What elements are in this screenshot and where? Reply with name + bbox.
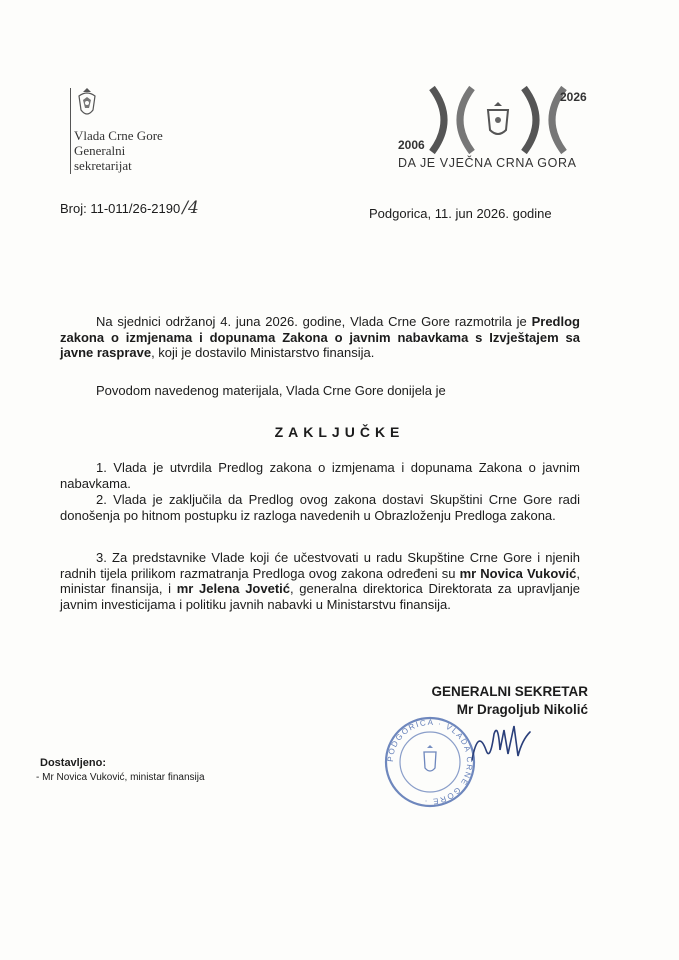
conclusion-2: 2. Vlada je zaključila da Predlog ovog zakona dostavi Skupštini Crne Gore radi donošenja po hitnom postupku iz razloga navedenih u Obrazloženju Predloga zakona. [60,492,580,523]
conclusions-heading: ZAKLJUČKE [274,424,405,440]
logo-motto: DA JE VJEČNA CRNA GORA [398,156,577,170]
representative-1: mr Novica Vuković [459,565,577,581]
intro-bill-title: Predlog zakona o izmjenama i dopunama Zakona o javnim nabavkama s Izvještajem sa javne rasprave [60,314,580,360]
paragraph-decision: Povodom navedenog materijala, Vlada Crne Gore donijela je [96,383,446,398]
intro-text-a: Na sjednici održanoj 4. juna 2026. godine, Vlada Crne Gore razmotrila je [96,314,532,329]
distribution-item: - Mr Novica Vuković, ministar finansija [36,772,205,783]
org-line-3: sekretarijat [74,158,132,173]
conclusion-3-text-c: , ministar finansija, i [60,565,580,596]
organization-name [74,128,163,173]
handwritten-signature-icon [468,720,538,770]
reference-number-text: Broj: 11-011/26-2190 [60,201,181,216]
conclusion-3 [60,550,580,612]
government-letterhead [58,80,258,180]
org-line-2: Generalni [74,143,126,158]
anniversary-logo [390,82,600,182]
conclusion-1: 1. Vlada je utvrdila Predlog zakona o izmjenama i dopunama Zakona o javnim nabavkama. [60,460,580,491]
stamp-text: PODGORICA · VLADA CRNE GORE · [385,717,475,807]
reference-number [60,198,199,218]
logo-year-2006: 2006 [398,138,425,152]
official-stamp-icon [380,712,480,812]
representative-2: mr Jelena Jovetić [176,581,291,596]
intro-text-b: , koji je dostavilo Ministarstvo finansija. [151,345,375,360]
handwritten-suffix: /4 [182,198,199,218]
xx-logo-icon [428,84,568,156]
distribution-label: Dostavljeno: [40,757,107,769]
conclusion-3-text-a: 3. Za predstavnike Vlade koji će učestvovati u radu Skupštine Crne Gore i njenih radnih tijela prilikom razmatranja Predloga ovog zakona određeni su [60,550,580,581]
signer-name: Mr Dragoljub Nikolić [456,702,588,717]
letterhead-divider [70,88,71,174]
conclusion-3-text-d: , generalna direktorica Direktorata za upravljanje javnim investicijama i politiku javnih nabavki u Ministarstvu finansija. [60,581,580,612]
paragraph-intro [60,314,580,361]
org-line-1: Vlada Crne Gore [74,128,163,143]
logo-year-2026: 2026 [560,90,587,104]
place-date: Podgorica, 11. jun 2026. godine [369,206,552,221]
signer-title: GENERALNI SEKRETAR [431,684,588,699]
coat-of-arms-icon [74,86,100,120]
